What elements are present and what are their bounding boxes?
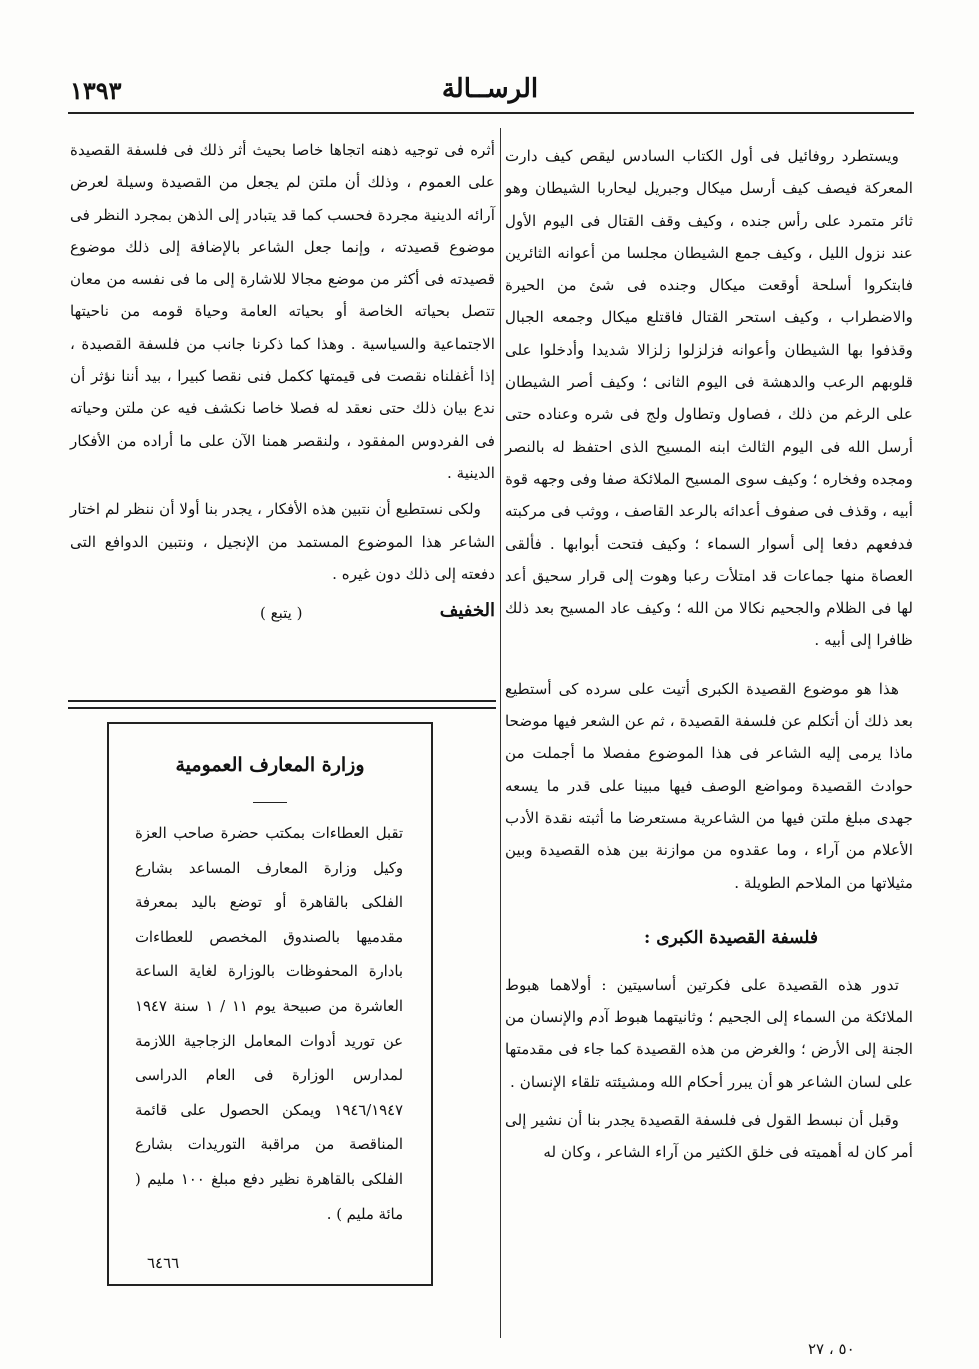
author-signature: الخفيف — [439, 600, 495, 622]
column-divider — [500, 128, 501, 1338]
to-be-continued: ( يتبع ) — [260, 604, 303, 623]
header-rule — [68, 112, 914, 114]
notice-code: ٦٤٦٦ — [147, 1254, 180, 1272]
paragraph: هذا هو موضوع القصيدة الكبرى أتيت على سرده كى أستطيع بعد ذلك أن أتكلم عن فلسفة القصيدة ، ثم عن الشعر فيها موضحا ماذا يرمى إليه الشاعر فى هذا الموضوع مفصلا ما أجملت من حوادث القصيدة ومواضع الوصف فيها مبينا على قدر ما يسعه جهدى مبلغ ملتن فيها من الشاعرية مستعرضا ما أثبته نقدة الأدب الأعلام من آراء ، وما عقدوه من موازنة بين هذه القصيدة وبين مثيلاتها من الملاحم الطويلة . — [505, 679, 913, 892]
paragraph: وقبل أن نبسط القول فى فلسفة القصيدة يجدر بنا أن نشير إلى أمر كان له أهميته فى خلق الكثير من آراء الشاعر ، وكان له — [505, 1111, 913, 1162]
left-column — [70, 134, 495, 634]
paragraph: تدور هذه القصيدة على فكرتين أساسيتين : أولاهما هبوط الملائكة من السماء إلى الجحيم ؛ وثانيتهما هبوط آدم والإنسان من الجنة إلى الأرض ؛ والغرض من هذه القصيدة كما جاء فى مقدمتها على لسان الشاعر هو أن يبرر أحكام الله ومشيئته تلقاء الإنسان . — [505, 975, 913, 1091]
paragraph: ولكى نستطيع أن نتبين هذه الأفكار ، يجدر بنا أولا أن ننظر لم اختار الشاعر هذا الموضوع المستمد من الإنجيل ، ونتبين الدوافع التى دفعته إلى ذلك دون غيره . — [70, 500, 495, 583]
issue-reference: ٥٠ ، ٢٧ — [808, 1340, 855, 1358]
notice-title: وزارة المعارف العمومية — [175, 754, 365, 776]
right-column — [505, 140, 913, 1169]
section-divider — [68, 700, 496, 709]
section-heading: فلسفة القصيدة الكبرى : — [644, 927, 818, 948]
notice-body: تقبل العطاءات بمكتب حضرة صاحب العزة وكيل وزارة المعارف المساعد بشارع الفلكى بالقاهرة أو توضع باليد بمعرفة مقدميها بالصندوق المخصص للعطاءات بادارة المحفوظات بالوزارة لغاية الساعة العاشرة من صبيحة يوم ١١ / ١ سنة ١٩٤٧ عن توريد أدوات المعامل الزجاجية اللازمة لمدارس الوزارة فى العام الدراسى ١٩٤٦/١٩٤٧ ويمكن الحصول على قائمة المناقصة من مراقبة التوريدات بشارع الفلكى بالقاهرة نظير دفع مبلغ ١٠٠ مليم ( مائة مليم ) . — [135, 825, 403, 1223]
paragraph: ويستطرد روفائيل فى أول الكتاب السادس ليقص كيف دارت المعركة فيصف كيف أرسل ميكال وجبريل ليحاربا الشيطان وهو ثائر متمرد على رأس جنده ، وكيف وقف القتال فى اليوم الأول عند نزول الليل ، وكيف جمع الشيطان مجلسا من أعوانه الثائرين فابتكروا أسلحة أوقعت ميكال وجنده فى شئ من الحيرة والاضطراب ، وكيف استحر القتال فاقتلع ميكال وجمعه الجبال وقذفوا بها الشيطان وأعوانه فزلزلوا زلزالا شديدا وأدخلوا على قلوبهم الرعب والدهشة فى اليوم الثانى ؛ وكيف أصر الشيطان على الرغم من ذلك ، فصاول وتطاول ولج فى شره وعناده حتى أرسل الله فى اليوم الثالث ابنه المسيح الذى احتفظ له بالنصر ومجده وفخاره ؛ وكيف سوى المسيح الملائكة صفا وفى وجهه قوة أبيه ، وقذف فى صفوف أعدائه بالرعد القاصف ، ووثب فى مركبته فدفعهم دفعا إلى أسوار السماء ؛ وكيف فتحت أبوابها . فألقى العصاة منها جماعات قد امتلأت رعبا وهوت إلى قرار سحيق أعد لها فى الظلام والجحيم نكالا من الله ؛ وكيف عاد المسيح بعد ذلك ظافرا إلى أبيه . — [505, 147, 913, 650]
page-number: ١٣٩٣ — [70, 76, 122, 105]
page-header — [70, 72, 910, 108]
article-end — [70, 600, 495, 634]
ministry-notice-box — [107, 722, 433, 1286]
notice-separator — [253, 802, 287, 803]
magazine-title: الرســالة — [441, 74, 539, 104]
paragraph: أثره فى توجيه ذهنه اتجاها خاصا بحيث أثر ذلك فى فلسفة القصيدة على العموم ، وذلك أن ملتن لم يجعل من القصيدة وسيلة لعرض آرائه الدينية مجردة فحسب كما قد يتبادر إلى الذهن بمجرد النظر فى موضوع قصيدته ، وإنما جعل الشاعر بالإضافة إلى ذلك موضوع قصيدته فى أكثر من موضع مجالا للاشارة إلى ما فى نفسه من معان تتصل بحياته الخاصة أو بحياته العامة وحياة قومه من ناحيتها الاجتماعية والسياسية . وهذا كما ذكرنا جانب من فلسفة القصيدة ، إذا أغفلناه نقصت فى قيمتها ككمل فنى نقصا كبيرا ، بيد أننا نؤثر أن ندع بيان ذلك حتى نعقد له فصلا خاصا نكشف فيه عن ملتن وحياته فى الفردوس المفقود ، ولنقصر همنا الآن على ما أراده من الأفكار الدينية . — [70, 141, 495, 482]
